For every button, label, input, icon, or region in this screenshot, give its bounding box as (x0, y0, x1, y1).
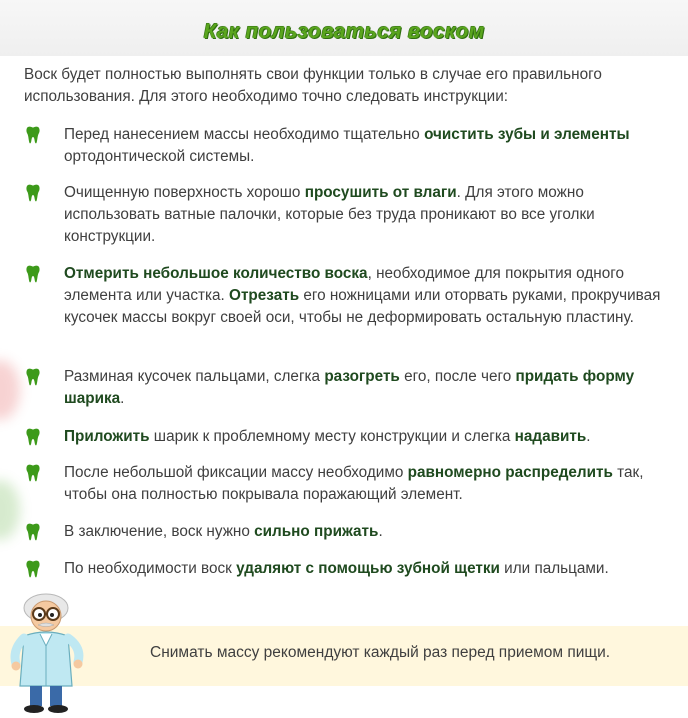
emphasis-text: просушить от влаги (304, 184, 457, 201)
background-decoration (0, 360, 20, 420)
tooth-icon (26, 368, 40, 386)
title-bar (0, 0, 688, 56)
list-item-text (64, 462, 664, 506)
emphasis-text: Отрезать (229, 287, 300, 304)
list-item-text (64, 182, 664, 248)
emphasis-text: разогреть (324, 368, 400, 385)
text-segment: ортодонтической системы. (64, 148, 255, 165)
emphasis-text: Отмерить небольшое количество воска (64, 265, 368, 282)
text-segment: В заключение, воск нужно (64, 523, 255, 540)
background-decoration (0, 480, 20, 540)
emphasis-text: удаляют с помощью зубной щетки (236, 560, 500, 577)
text-segment: его ножницами или оторвать руками, прокручивая кусочек массы вокруг своей оси, чтобы не деформировать остальную пластину. (64, 287, 661, 326)
emphasis-text: придать форму шарика (64, 368, 635, 407)
text-segment: После небольшой фиксации массу необходимо (64, 464, 408, 481)
text-segment: . (120, 390, 125, 407)
doctor-illustration (6, 586, 90, 716)
tooth-icon (26, 523, 40, 541)
text-segment: По необходимости воск (64, 560, 237, 577)
text-segment: Разминая кусочек пальцами, слегка (64, 368, 325, 385)
emphasis-text: сильно прижать (254, 523, 379, 540)
text-segment: , необходимое для покрытия одного элемента или участка. (64, 265, 624, 304)
text-segment: . (378, 523, 383, 540)
text-segment: Перед нанесением массы необходимо тщательно (64, 126, 425, 143)
tooth-icon (26, 184, 40, 202)
tooth-icon (26, 560, 40, 578)
list-item-text (64, 263, 664, 329)
list-item-text (64, 558, 664, 580)
text-segment: Очищенную поверхность хорошо (64, 184, 305, 201)
emphasis-text: Приложить (64, 428, 150, 445)
tooth-icon (26, 126, 40, 144)
text-segment: или пальцами. (499, 560, 609, 577)
intro-paragraph: Воск будет полностью выполнять свои функции только в случае его правильного использования. Для этого необходимо точно следовать инструкции: (24, 66, 602, 105)
tooth-icon (26, 428, 40, 446)
list-item-text (64, 366, 664, 410)
text-segment: . (586, 428, 591, 445)
emphasis-text: очистить зубы и элементы (424, 126, 630, 143)
text-segment: . Для этого можно использовать ватные палочки, которые без труда проникают во все уголки конструкции. (64, 184, 595, 245)
list-item-text (64, 124, 664, 168)
emphasis-text: надавить (514, 428, 587, 445)
tip-text: Снимать массу рекомендуют каждый раз перед приемом пищи. (150, 644, 611, 661)
text-segment: так, чтобы она полностью покрывала поражающий элемент. (64, 464, 644, 503)
page-title: Как пользоваться воском (203, 20, 485, 43)
emphasis-text: равномерно распределить (407, 464, 613, 481)
text-segment: шарик к проблемному месту конструкции и слегка (149, 428, 515, 445)
tooth-icon (26, 265, 40, 283)
tip-box (0, 626, 688, 686)
list-item-text (64, 426, 664, 448)
text-segment: его, после чего (399, 368, 516, 385)
tooth-icon (26, 464, 40, 482)
list-item-text (64, 521, 664, 543)
